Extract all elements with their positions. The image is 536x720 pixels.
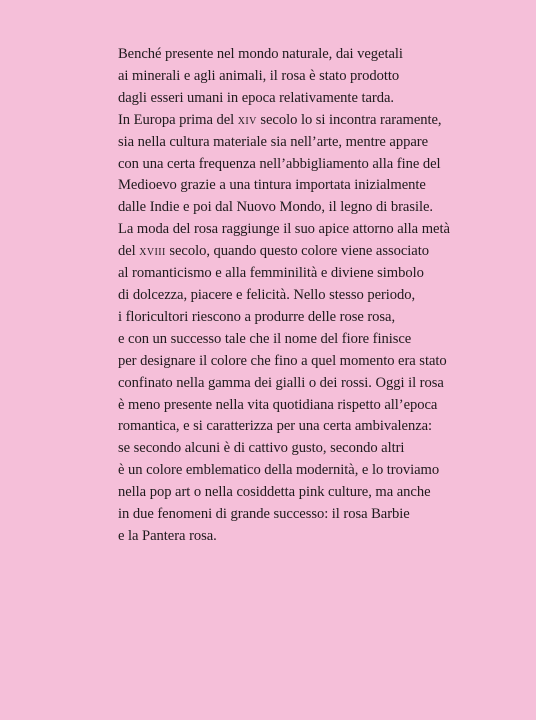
text-line: è un colore emblematico della modernità, e lo troviamo <box>118 462 440 479</box>
text-line: i floricultori riescono a produrre delle rose rosa, <box>118 308 396 325</box>
body-text <box>118 44 508 548</box>
text-line: in due fenomeni di grande successo: il rosa Barbie <box>118 506 410 523</box>
text-line: dagli esseri umani in epoca relativamente tarda. <box>118 89 394 106</box>
text-line: se secondo alcuni è di cattivo gusto, secondo altri <box>118 440 405 457</box>
text-line: e la Pantera rosa. <box>118 527 217 544</box>
text-line: sia nella cultura materiale sia nell’arte, mentre appare <box>118 133 428 150</box>
roman-numeral: xviii <box>139 243 166 260</box>
text-line <box>118 241 508 263</box>
text-line: romantica, e si caratterizza per una certa ambivalenza: <box>118 418 433 435</box>
roman-numeral: xiv <box>237 111 257 128</box>
text-line: al romanticismo e alla femminilità e diviene simbolo <box>118 265 424 282</box>
text-line: di dolcezza, piacere e felicità. Nello stesso periodo, <box>118 286 416 303</box>
text-line: e con un successo tale che il nome del fiore finisce <box>118 330 412 347</box>
text-line: dalle Indie e poi dal Nuovo Mondo, il legno di brasile. <box>118 199 434 216</box>
text-line: per designare il colore che fino a quel momento era stato <box>118 352 447 369</box>
text-fragment: In Europa prima del <box>118 111 235 128</box>
text-line: confinato nella gamma dei gialli o dei rossi. Oggi il rosa <box>118 374 444 391</box>
text-fragment: secolo, quando questo colore viene associato <box>169 243 429 260</box>
text-line: La moda del rosa raggiunge il suo apice attorno alla metà <box>118 221 450 238</box>
text-line: ai minerali e agli animali, il rosa è stato prodotto <box>118 67 400 84</box>
text-line: Benché presente nel mondo naturale, dai vegetali <box>118 46 403 62</box>
text-line: nella pop art o nella cosiddetta pink culture, ma anche <box>118 484 431 501</box>
text-line: con una certa frequenza nell’abbigliamento alla fine del <box>118 155 441 172</box>
text-line: Medioevo grazie a una tintura importata inizialmente <box>118 177 426 194</box>
text-fragment: del <box>118 243 136 260</box>
text-line <box>118 110 508 132</box>
text-fragment: secolo lo si incontra raramente, <box>260 111 442 128</box>
text-line: è meno presente nella vita quotidiana rispetto all’epoca <box>118 396 438 413</box>
